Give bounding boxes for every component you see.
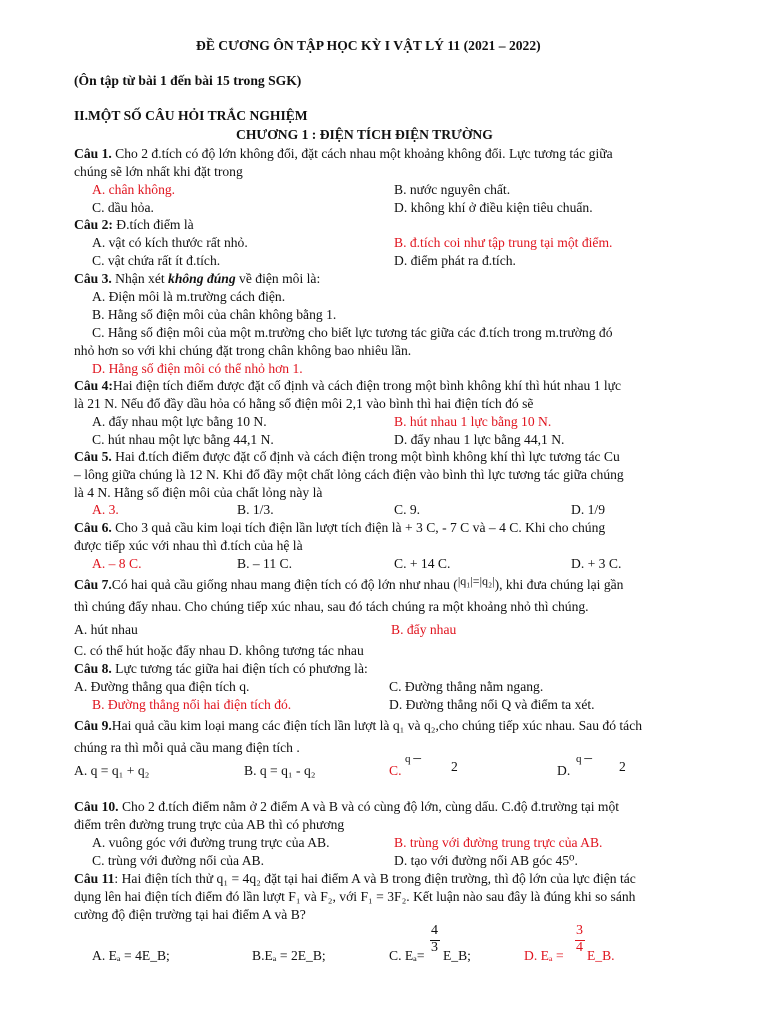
answer-3a: A. Điện môi là m.trường cách điện. xyxy=(92,289,286,304)
question-5 xyxy=(74,449,620,465)
question-7-text: thì chúng đẩy nhau. Cho chúng tiếp xúc nhau, sau đó tách chúng ra một khoảng nhỏ thì chúng. xyxy=(74,599,589,614)
question-text: Cho 2 đ.tích điểm nằm ở 2 điểm A và B và có cùng độ lớn, cùng dấu. C.độ đ.trường tại một xyxy=(118,799,620,814)
answer-1b: B. nước nguyên chất. xyxy=(394,182,511,197)
answer-9d: D. xyxy=(557,763,571,778)
question-text: Cho 2 đ.tích có độ lớn không đổi, đặt cách nhau một khoảng không đổi. Lực tương tác giữa xyxy=(111,146,613,161)
answer-3c: C. Hằng số điện môi của một m.trường cho biết lực tương tác giữa các đ.tích trong m.trường đó xyxy=(92,325,613,340)
question-11 xyxy=(74,871,636,887)
answer-3b: B. Hằng số điện môi của chân không bằng 1. xyxy=(92,307,337,322)
question-text: Lực tương tác giữa hai điện tích có phương là: xyxy=(111,661,368,676)
formula: |q₁|=|q₂| xyxy=(457,574,495,588)
answer-3c-cont: nhỏ hơn so với khi chúng đặt trong chân không bao nhiêu lần. xyxy=(74,343,412,358)
answer-11b: B.Eₐ = 2E_B; xyxy=(252,948,326,963)
answer-1d: D. không khí ở điều kiện tiêu chuẩn. xyxy=(394,200,593,215)
answer-8a: A. Đường thẳng qua điện tích q. xyxy=(74,679,250,694)
answer-3d: D. Hằng số điện môi có thể nhỏ hơn 1. xyxy=(92,361,303,376)
question-text: Hai đ.tích điểm được đặt cố định và cách điện trong một bình không khí thì lực tương tác Cu xyxy=(111,449,620,464)
answer-11c-prefix: C. Eₐ= xyxy=(389,948,425,963)
question-5-text: – lông giữa chúng là 12 N. Khi đổ đầy một chất lỏng cách điện vào bình thì lực tương tác giữa chúng xyxy=(74,467,624,482)
answer-7b: B. đẩy nhau xyxy=(391,622,457,637)
answer-5d: D. 1/9 xyxy=(571,502,605,517)
question-3 xyxy=(74,271,320,287)
question-label: Câu 8. xyxy=(74,661,112,676)
question-1 xyxy=(74,146,613,162)
answer-11d: D. Eₐ = xyxy=(524,948,564,963)
question-text: Có hai quả cầu giống nhau mang điện tích có độ lớn như nhau ( xyxy=(111,577,458,592)
question-label: Câu 4: xyxy=(74,378,113,393)
answer-6c: C. + 14 C. xyxy=(394,556,451,571)
question-text: ), khi đưa chúng lại gần xyxy=(494,577,624,592)
question-1-text: chúng sẽ lớn nhất khi đặt trong xyxy=(74,164,243,179)
answer-2d: D. điểm phát ra đ.tích. xyxy=(394,253,516,268)
document-title: ĐỀ CƯƠNG ÔN TẬP HỌC KỲ I VẬT LÝ 11 (2021 – 2022) xyxy=(196,38,541,53)
answer-5b: B. 1/3. xyxy=(237,502,274,517)
question-label: Câu 5. xyxy=(74,449,112,464)
question-text: Hai điện tích điểm được đặt cố định và cách điện trong một bình không khí thì hút nhau 1 lực xyxy=(112,378,622,393)
answer-11d-suffix: E_B. xyxy=(587,948,615,963)
question-text: Nhận xét xyxy=(111,271,169,286)
answer-7a: A. hút nhau xyxy=(74,622,138,637)
answer-8c: C. Đường thẳng nằm ngang. xyxy=(389,679,544,694)
answer-9d-fragment: q ─ xyxy=(576,753,593,765)
answer-8d: D. Đường thẳng nối Q và điểm ta xét. xyxy=(389,697,595,712)
answer-10b: B. trùng với đường trung trực của AB. xyxy=(394,835,603,850)
question-label: Câu 11 xyxy=(74,871,115,886)
scope-note: (Ôn tập từ bài 1 đến bài 15 trong SGK) xyxy=(74,73,302,88)
question-6 xyxy=(74,520,605,536)
chapter-heading: CHƯƠNG 1 : ĐIỆN TÍCH ĐIỆN TRƯỜNG xyxy=(236,127,493,142)
question-text: : Hai điện tích thử q₁ = 4q₂ đặt tại hai điểm A và B trong điện trường, thì độ lớn của lực điện tác xyxy=(114,871,636,886)
answer-2a: A. vật có kích thước rất nhỏ. xyxy=(92,235,248,250)
answer-10a: A. vuông góc với đường trung trực của AB. xyxy=(92,835,330,850)
answer-4d: D. đẩy nhau 1 lực bằng 44,1 N. xyxy=(394,432,565,447)
question-9-text: chúng ra thì mỗi quả cầu mang điện tích . xyxy=(74,740,300,755)
answer-1c: C. dầu hỏa. xyxy=(92,200,154,215)
question-label: Câu 2: xyxy=(74,217,113,232)
answer-11c xyxy=(389,948,425,964)
question-2 xyxy=(74,217,194,233)
question-label: Câu 7. xyxy=(74,577,112,592)
question-label: Câu 1. xyxy=(74,146,112,161)
question-10 xyxy=(74,799,619,815)
answer-2c: C. vật chứa rất ít đ.tích. xyxy=(92,253,221,268)
answer-4a: A. đẩy nhau một lực bằng 10 N. xyxy=(92,414,267,429)
question-4 xyxy=(74,378,621,394)
answer-7cd: C. có thể hút hoặc đẩy nhau D. không tương tác nhau xyxy=(74,643,364,658)
question-label: Câu 9. xyxy=(74,718,112,733)
question-9 xyxy=(74,718,642,734)
answer-11d-denominator: 4 xyxy=(576,940,583,955)
answer-5c: C. 9. xyxy=(394,502,421,517)
answer-11a: A. Eₐ = 4E_B; xyxy=(92,948,170,963)
answer-2b: B. đ.tích coi như tập trung tại một điểm. xyxy=(394,235,613,250)
question-5-text: là 4 N. Hằng số điện môi của chất lỏng này là xyxy=(74,485,323,500)
answer-9a: A. q = q₁ + q₂ xyxy=(74,763,150,778)
question-text: Cho 3 quả cầu kim loại tích điện lần lượt tích điện là + 3 C, - 7 C và – 4 C. Khi cho chúng xyxy=(111,520,606,535)
question-text: về điện môi là: xyxy=(235,271,321,286)
answer-5a: A. 3. xyxy=(92,502,119,517)
question-11-text: cường độ điện trường tại hai điểm A và B? xyxy=(74,907,306,922)
answer-11c-suffix: E_B; xyxy=(443,948,471,963)
question-7 xyxy=(74,574,624,593)
question-11-text: dụng lên hai điện tích điểm đó lần lượt F₁ và F₂, với F₁ = 3F₂. Kết luận nào sau đây là đúng khi so sánh xyxy=(74,889,636,904)
question-8 xyxy=(74,661,368,677)
answer-9b: B. q = q₁ - q₂ xyxy=(244,763,316,778)
question-10-text: điểm trên đường trung trực của AB thì có phương xyxy=(74,817,345,832)
answer-11d-numerator: 3 xyxy=(576,923,583,938)
answer-6d: D. + 3 C. xyxy=(571,556,622,571)
answer-11c-numerator: 4 xyxy=(431,923,438,938)
answer-9c: C. xyxy=(389,763,402,778)
section-heading: II.MỘT SỐ CÂU HỎI TRẮC NGHIỆM xyxy=(74,108,308,123)
answer-6a: A. – 8 C. xyxy=(92,556,142,571)
answer-8b: B. Đường thẳng nối hai điện tích đó. xyxy=(92,697,292,712)
answer-4c: C. hút nhau một lực bằng 44,1 N. xyxy=(92,432,274,447)
answer-4b: B. hút nhau 1 lực bằng 10 N. xyxy=(394,414,552,429)
answer-9d-denominator: 2 xyxy=(619,759,626,774)
answer-9c-denominator: 2 xyxy=(451,759,458,774)
answer-10c: C. trùng với đường nối của AB. xyxy=(92,853,265,868)
answer-9c-fragment: q ─ xyxy=(405,753,422,765)
answer-11c-denominator: 3 xyxy=(431,940,438,955)
question-4-text: là 21 N. Nếu đổ đầy dầu hỏa có hằng số điện môi 2,1 vào bình thì hai điện tích đó sẽ xyxy=(74,396,534,411)
answer-6b: B. – 11 C. xyxy=(237,556,293,571)
question-label: Câu 6. xyxy=(74,520,112,535)
answer-1a: A. chân không. xyxy=(92,182,176,197)
question-6-text: được tiếp xúc với nhau thì đ.tích của hệ là xyxy=(74,538,303,553)
question-text: Hai quả cầu kim loại mang các điện tích lần lượt là q₁ và q₂,cho chúng tiếp xúc nhau. Sau đó tách xyxy=(111,718,643,733)
question-label: Câu 10. xyxy=(74,799,119,814)
question-label: Câu 3. xyxy=(74,271,112,286)
answer-10d: D. tạo với đường nối AB góc 45⁰. xyxy=(394,853,578,868)
emphasis-text: không đúng xyxy=(168,271,236,286)
question-text: Đ.tích điểm là xyxy=(112,217,194,232)
